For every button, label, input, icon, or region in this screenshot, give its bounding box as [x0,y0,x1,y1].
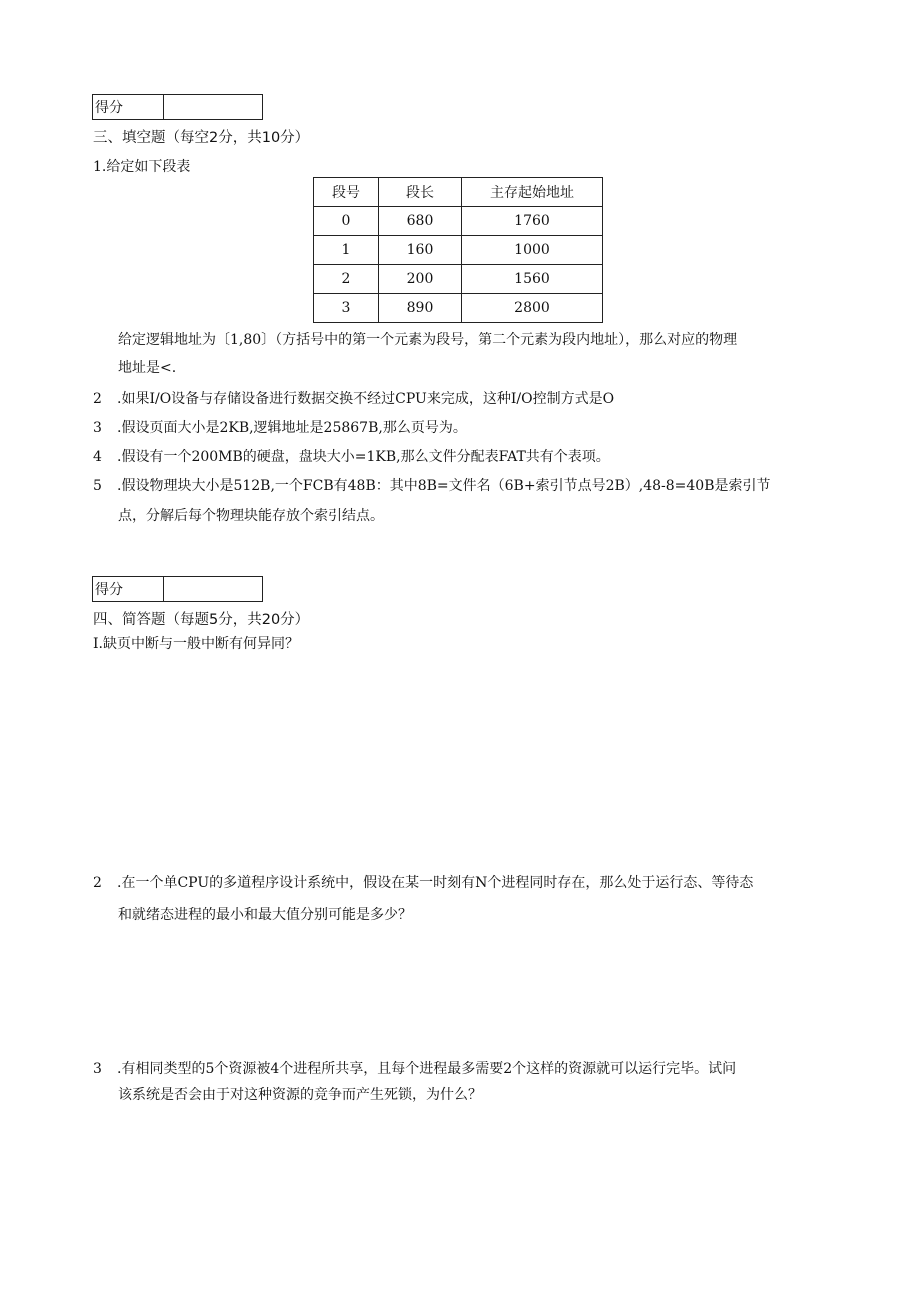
table-cell: 890 [379,294,462,323]
table-row [314,236,603,265]
table-cell: 1760 [462,207,603,236]
table-cell: 2 [314,265,379,294]
table-header-cell: 主存起始地址 [462,178,603,207]
question-text: .假设物理块大小是512B,一个FCB有48B：其中8B=文件名（6B+索引节点号2B）,48-8=40B是索引节 [117,478,771,494]
table-row [314,207,603,236]
table-cell: 1560 [462,265,603,294]
table-row [314,294,603,323]
table-cell: 200 [379,265,462,294]
section3-q5-line2: 点，分解后每个物理块能存放个索引结点。 [118,508,384,524]
score-label: 得分 [93,95,164,120]
table-cell: 1 [314,236,379,265]
score-label: 得分 [93,577,164,602]
section4-q2-line1 [93,873,753,893]
score-blank[interactable] [164,577,263,602]
score-box-section3 [92,94,263,120]
question-number: 2 [93,391,102,407]
question-text: .假设页面大小是2KB,逻辑地址是25867B,那么页号为。 [117,420,467,436]
table-header-cell: 段号 [314,178,379,207]
table-cell: 1000 [462,236,603,265]
table-row [314,265,603,294]
question-number: 5 [93,478,102,494]
table-header-cell: 段长 [379,178,462,207]
section3-q3 [93,418,467,438]
table-cell: 160 [379,236,462,265]
section4-q3-line1 [93,1059,736,1079]
section3-q5-line1 [93,476,771,496]
section3-q1-text-line2: 地址是<. [118,360,177,376]
question-text: .假设有一个200MB的硬盘，盘块大小=1KB,那么文件分配表FAT共有个表项。 [117,449,610,465]
question-number: 2 [93,875,102,891]
section3-q1-text-line1: 给定逻辑地址为〔1,80〕（方括号中的第一个元素为段号，第二个元素为段内地址），那么对应的物理 [118,332,738,348]
segment-table-header [314,178,603,207]
question-text: .有相同类型的5个资源被4个进程所共享，且每个进程最多需要2个这样的资源就可以运行完毕。试问 [117,1061,737,1077]
table-cell: 2800 [462,294,603,323]
question-text: .如果I/O设备与存储设备进行数据交换不经过CPU来完成，这种I/O控制方式是O [117,391,615,407]
question-number: 4 [93,449,102,465]
section4-q2-line2: 和就绪态进程的最小和最大值分别可能是多少？ [118,907,412,923]
table-cell: 680 [379,207,462,236]
section3-q4 [93,447,610,467]
table-cell: 3 [314,294,379,323]
section4-q1: I.缺页中断与一般中断有何异同？ [93,636,299,652]
score-box-section4 [92,576,263,602]
section4-q3-line2: 该系统是否会由于对这种资源的竞争而产生死锁，为什么？ [118,1087,482,1103]
question-text: .在一个单CPU的多道程序设计系统中，假设在某一时刻有N个进程同时存在，那么处于运行态、等待态 [117,875,754,891]
segment-table [313,177,603,323]
section3-q1-intro: 1.给定如下段表 [93,159,191,175]
section3-q2 [93,389,614,409]
section3-title: 三、填空题（每空2分，共10分） [93,130,310,146]
question-number: 3 [93,420,102,436]
table-cell: 0 [314,207,379,236]
score-blank[interactable] [164,95,263,120]
question-number: 3 [93,1061,102,1077]
section4-title: 四、简答题（每题5分，共20分） [93,612,310,628]
